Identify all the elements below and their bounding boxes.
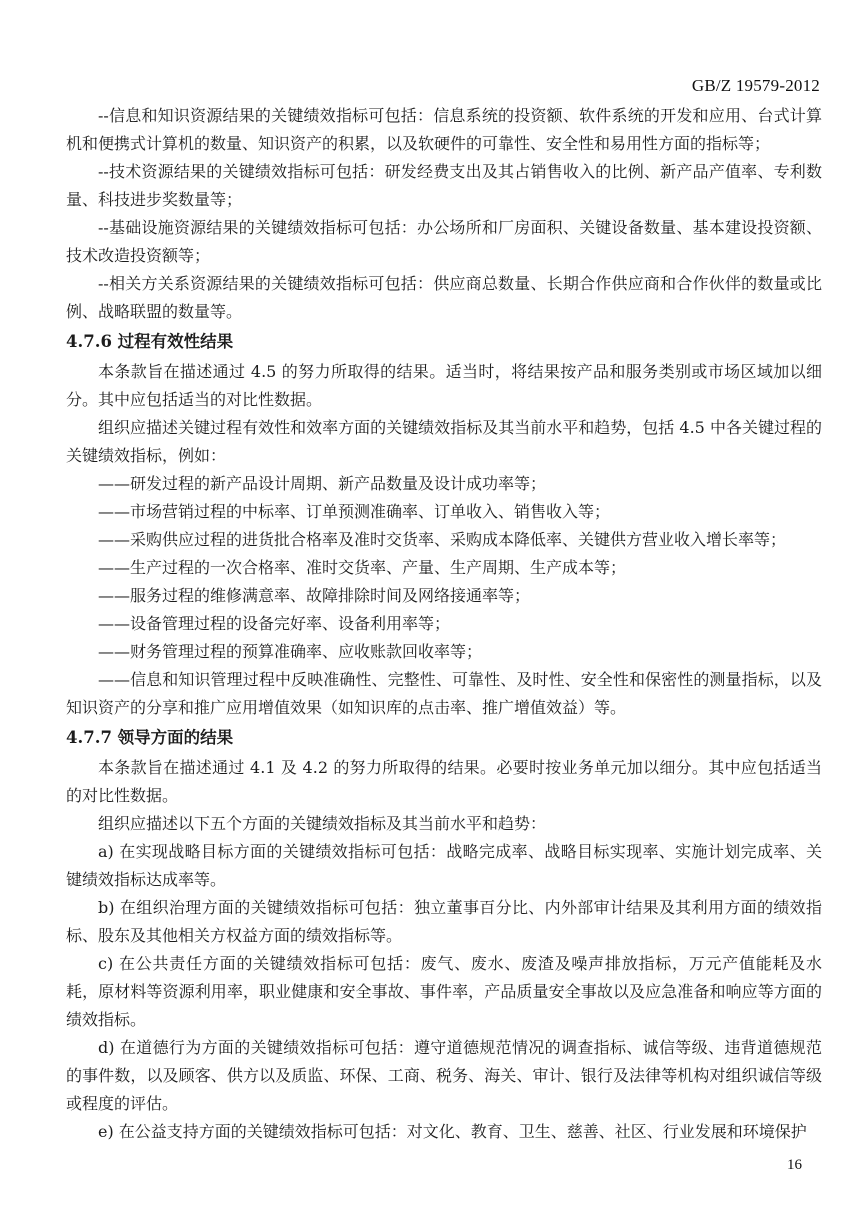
- list-item-rd-process: ——研发过程的新产品设计周期、新产品数量及设计成功率等；: [98, 474, 547, 493]
- paragraph-info-knowledge-resources: --信息和知识资源结果的关键绩效指标可包括：信息系统的投资额、软件系统的开发和应用、台式计算机和便携式计算机的数量、知识资产的积累，以及软硬件的可靠性、安全性和易用性方面的指标等；: [66, 106, 822, 153]
- list-item-service-process: ——服务过程的维修满意率、故障排除时间及网络接通率等；: [98, 586, 531, 605]
- section-heading-4-7-6: 4.7.6 过程有效性结果: [66, 332, 234, 351]
- section-heading-4-7-7: 4.7.7 领导方面的结果: [66, 728, 234, 747]
- list-item-finance-process: ——财务管理过程的预算准确率、应收账款回收率等；: [98, 642, 483, 661]
- paragraph-infrastructure-resources: --基础设施资源结果的关键绩效指标可包括：办公场所和厂房面积、关键设备数量、基本建设投资额、技术改造投资额等；: [66, 218, 822, 265]
- list-item-b-governance: b) 在组织治理方面的关键绩效指标可包括：独立董事百分比、内外部审计结果及其利用方面的绩效指标、股东及其他相关方权益方面的绩效指标等。: [66, 898, 822, 945]
- paragraph-tech-resources: --技术资源结果的关键绩效指标可包括：研发经费支出及其占销售收入的比例、新产品产值率、专利数量、科技进步奖数量等；: [66, 162, 822, 209]
- list-item-marketing-process: ——市场营销过程的中标率、订单预测准确率、订单收入、销售收入等；: [98, 502, 611, 521]
- paragraph-org-describe-process: 组织应描述关键过程有效性和效率方面的关键绩效指标及其当前水平和趋势，包括 4.5 中各关键过程的关键绩效指标，例如：: [66, 418, 822, 465]
- paragraph-org-describe-five-aspects: 组织应描述以下五个方面的关键绩效指标及其当前水平和趋势：: [98, 814, 547, 833]
- paragraph-stakeholder-resources: --相关方关系资源结果的关键绩效指标可包括：供应商总数量、长期合作供应商和合作伙伴的数量或比例、战略联盟的数量等。: [66, 274, 822, 321]
- paragraph-clause-intro-4-7-7: 本条款旨在描述通过 4.1 及 4.2 的努力所取得的结果。必要时按业务单元加以细分。其中应包括适当的对比性数据。: [66, 758, 822, 805]
- list-item-e-public-welfare: e) 在公益支持方面的关键绩效指标可包括：对文化、教育、卫生、慈善、社区、行业发展和环境保护: [98, 1122, 807, 1141]
- paragraph-clause-intro-4-7-6: 本条款旨在描述通过 4.5 的努力所取得的结果。适当时，将结果按产品和服务类别或市场区域加以细分。其中应包括适当的对比性数据。: [66, 362, 822, 409]
- list-item-equipment-process: ——设备管理过程的设备完好率、设备利用率等；: [98, 614, 451, 633]
- list-item-a-strategic-goals: a) 在实现战略目标方面的关键绩效指标可包括：战略完成率、战略目标实现率、实施计划完成率、关键绩效指标达成率等。: [66, 842, 822, 889]
- list-item-production-process: ——生产过程的一次合格率、准时交货率、产量、生产周期、生产成本等；: [98, 558, 627, 577]
- list-item-info-knowledge-process: ——信息和知识管理过程中反映准确性、完整性、可靠性、及时性、安全性和保密性的测量指标，以及知识资产的分享和推广应用增值效果（如知识库的点击率、推广增值效益）等。: [66, 670, 822, 717]
- list-item-d-ethical-behavior: d) 在道德行为方面的关键绩效指标可包括：遵守道德规范情况的调查指标、诚信等级、违背道德规范的事件数，以及顾客、供方以及质监、环保、工商、税务、海关、审计、银行及法律等机构对组织诚信等级或程度的评估。: [66, 1038, 822, 1113]
- doc-code: GB/Z 19579-2012: [691, 76, 820, 95]
- page-number: 16: [787, 1157, 802, 1173]
- list-item-procurement-process: ——采购供应过程的进货批合格率及准时交货率、采购成本降低率、关键供方营业收入增长率等；: [98, 530, 787, 549]
- document-body: [66, 102, 822, 1146]
- list-item-c-public-responsibility: c) 在公共责任方面的关键绩效指标可包括：废气、废水、废渣及噪声排放指标，万元产值能耗及水耗，原材料等资源利用率，职业健康和安全事故、事件率，产品质量安全事故以及应急准备和响应等方面的绩效指标。: [66, 954, 822, 1029]
- document-header: [0, 0, 860, 102]
